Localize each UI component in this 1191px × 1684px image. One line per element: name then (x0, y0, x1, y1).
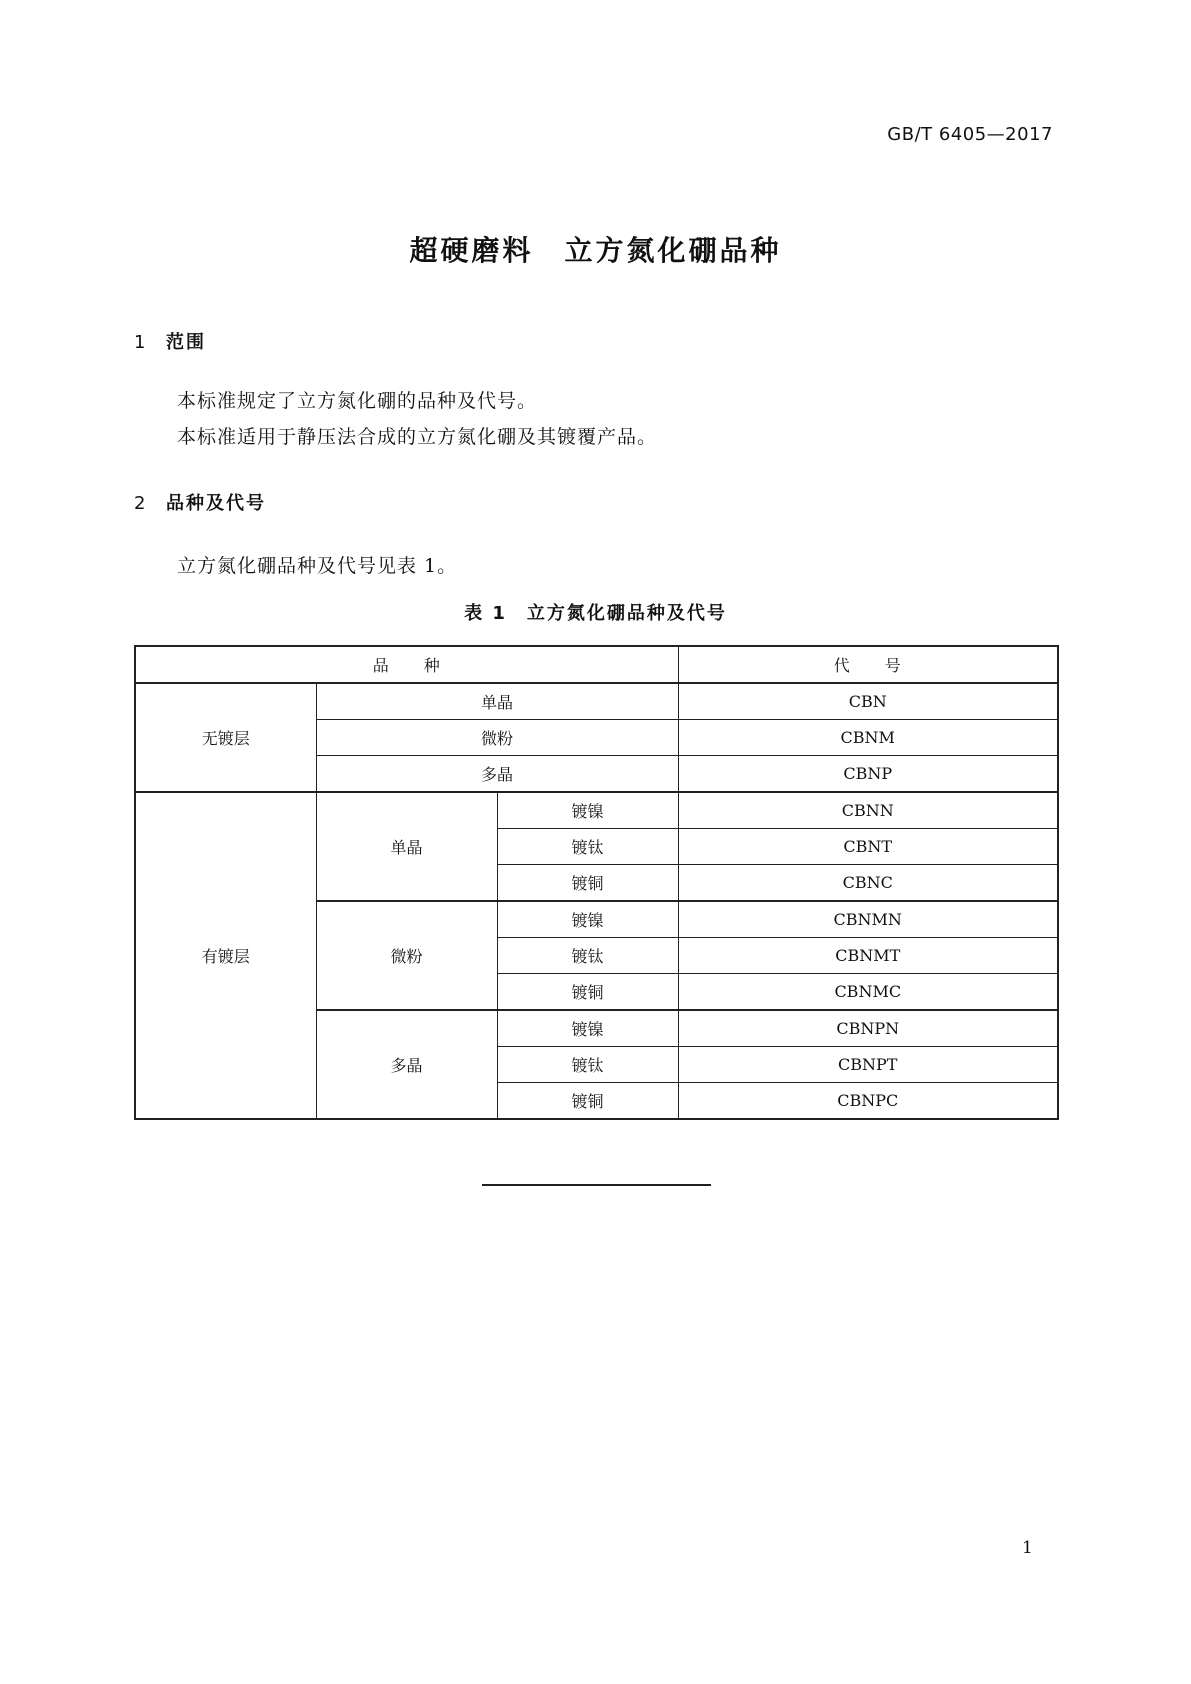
table-caption: 表 1 立方氮化硼品种及代号 (464, 603, 727, 624)
table-row (135, 683, 1058, 720)
paragraph: 本标准规定了立方氮化硼的品种及代号。 (177, 390, 538, 412)
page-number: 1 (1022, 1538, 1033, 1558)
table-cell: 镀铜 (497, 865, 678, 902)
table-cell: 多晶 (316, 1010, 497, 1119)
section-number: 1 (134, 332, 148, 353)
paragraph: 本标准适用于静压法合成的立方氮化硼及其镀覆产品。 (177, 426, 658, 448)
variety-code-table (134, 645, 1059, 1120)
code-cell: CBNPN (678, 1010, 1058, 1047)
table-cell: 多晶 (316, 756, 678, 793)
section-number: 2 (134, 493, 148, 514)
section-heading-varieties (134, 489, 266, 515)
table-cell: 单晶 (316, 792, 497, 901)
table-cell: 镀钛 (497, 829, 678, 865)
code-cell: CBNN (678, 792, 1058, 829)
code-cell: CBNT (678, 829, 1058, 865)
table-cell: 镀钛 (497, 1047, 678, 1083)
paragraph: 立方氮化硼品种及代号见表 1。 (177, 555, 458, 577)
coated-label: 有镀层 (135, 792, 316, 1119)
code-cell: CBNMN (678, 901, 1058, 938)
table-row (135, 792, 1058, 829)
table-cell: 镀铜 (497, 1083, 678, 1120)
section-title: 范围 (166, 332, 206, 353)
table-cell: 镀钛 (497, 938, 678, 974)
table-cell: 镀铜 (497, 974, 678, 1011)
standard-number: GB/T 6405—2017 (887, 124, 1053, 145)
code-cell: CBNP (678, 756, 1058, 793)
table-cell: 镀镍 (497, 1010, 678, 1047)
code-cell: CBNPT (678, 1047, 1058, 1083)
table-cell: 微粉 (316, 901, 497, 1010)
table-cell: 微粉 (316, 720, 678, 756)
code-cell: CBNM (678, 720, 1058, 756)
code-cell: CBNMT (678, 938, 1058, 974)
uncoated-label: 无镀层 (135, 683, 316, 792)
code-cell: CBNC (678, 865, 1058, 902)
header-code: 代 号 (678, 646, 1058, 683)
table-cell: 镀镍 (497, 901, 678, 938)
document-title: 超硬磨料 立方氮化硼品种 (409, 234, 782, 267)
table-cell: 镀镍 (497, 792, 678, 829)
section-heading-scope (134, 328, 206, 354)
header-variety: 品 种 (135, 646, 678, 683)
table-cell: 单晶 (316, 683, 678, 720)
section-title: 品种及代号 (166, 493, 266, 514)
end-of-text-rule (482, 1184, 711, 1186)
code-cell: CBNMC (678, 974, 1058, 1011)
code-cell: CBNPC (678, 1083, 1058, 1120)
code-cell: CBN (678, 683, 1058, 720)
